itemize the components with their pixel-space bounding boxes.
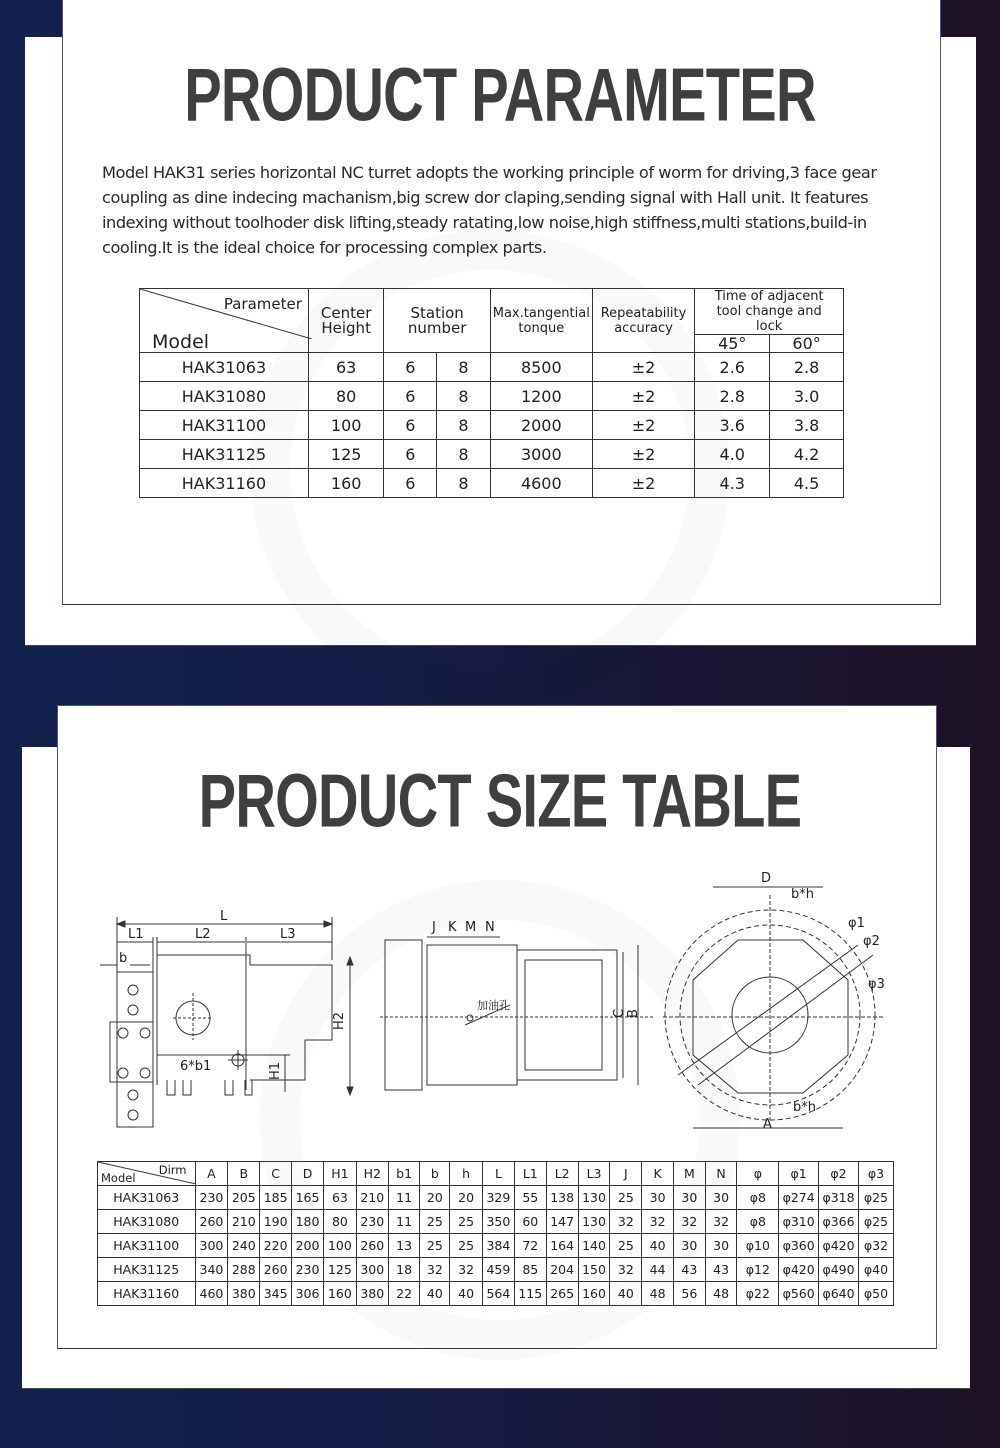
- svg-text:b*h: b*h: [793, 1100, 816, 1115]
- table-row: [140, 440, 844, 469]
- cell-value: 210: [228, 1210, 260, 1234]
- cell-torque: 8500: [490, 353, 592, 382]
- cell-value: 30: [673, 1186, 705, 1210]
- cell-value: 30: [673, 1234, 705, 1258]
- col-header: L1: [514, 1162, 546, 1186]
- cell-value: φ560: [779, 1282, 819, 1306]
- svg-text:φ2: φ2: [863, 934, 880, 949]
- cell-value: φ310: [779, 1210, 819, 1234]
- col-header: L3: [578, 1162, 610, 1186]
- cell-repeatability: ±2: [592, 440, 695, 469]
- cell-value: 20: [420, 1186, 450, 1210]
- cell-value: 30: [705, 1186, 737, 1210]
- cell-time-45: 3.6: [695, 411, 770, 440]
- cell-value: φ490: [819, 1258, 859, 1282]
- svg-text:b: b: [119, 951, 128, 966]
- cell-station-6: 6: [384, 411, 437, 440]
- cell-station-8: 8: [437, 440, 491, 469]
- table-row: [98, 1210, 894, 1234]
- header-time-change: Time of adjacent tool change and lock: [695, 289, 844, 335]
- cell-value: 200: [292, 1234, 324, 1258]
- col-header: φ: [737, 1162, 779, 1186]
- cell-value: φ366: [819, 1210, 859, 1234]
- cell-station-8: 8: [437, 469, 491, 498]
- cell-value: 230: [195, 1186, 228, 1210]
- cell-value: 32: [673, 1210, 705, 1234]
- cell-value: 11: [388, 1210, 420, 1234]
- cell-value: φ25: [858, 1186, 893, 1210]
- cell-value: 160: [323, 1282, 356, 1306]
- cell-value: 345: [260, 1282, 292, 1306]
- cell-value: φ12: [737, 1258, 779, 1282]
- cell-value: 30: [705, 1234, 737, 1258]
- svg-text:C: C: [612, 1008, 627, 1018]
- cell-value: 32: [450, 1258, 483, 1282]
- cell-station-6: 6: [384, 469, 437, 498]
- cell-value: 44: [642, 1258, 674, 1282]
- cell-value: 80: [323, 1210, 356, 1234]
- header-max-torque: Max.tangential tonque: [490, 289, 592, 353]
- cell-model: HAK31125: [140, 440, 309, 469]
- cell-value: 72: [514, 1234, 546, 1258]
- cell-time-60: 3.0: [770, 382, 844, 411]
- size-header-row: [98, 1162, 894, 1186]
- cell-repeatability: ±2: [592, 382, 695, 411]
- cell-value: 25: [420, 1234, 450, 1258]
- cell-model: HAK31080: [140, 382, 309, 411]
- svg-text:L3: L3: [280, 927, 296, 942]
- header-dirm-label: Dirm: [158, 1163, 187, 1177]
- size-title: PRODUCT SIZE TABLE: [198, 759, 802, 844]
- col-header: φ2: [819, 1162, 859, 1186]
- cell-value: 165: [292, 1186, 324, 1210]
- cell-value: 460: [195, 1282, 228, 1306]
- cell-value: φ8: [737, 1186, 779, 1210]
- col-header: A: [195, 1162, 228, 1186]
- cell-value: 48: [642, 1282, 674, 1306]
- cell-value: 180: [292, 1210, 324, 1234]
- top-view-drawing: [658, 865, 908, 1140]
- cell-value: 100: [323, 1234, 356, 1258]
- cell-center-height: 160: [308, 469, 384, 498]
- cell-value: 130: [578, 1210, 610, 1234]
- cell-value: φ22: [737, 1282, 779, 1306]
- cell-value: 40: [610, 1282, 642, 1306]
- cell-value: φ640: [819, 1282, 859, 1306]
- cell-value: 130: [578, 1186, 610, 1210]
- header-station-number: Station number: [384, 289, 490, 353]
- cell-value: φ420: [819, 1234, 859, 1258]
- cell-value: 18: [388, 1258, 420, 1282]
- table-row: [98, 1258, 894, 1282]
- cell-value: 48: [705, 1282, 737, 1306]
- cell-value: 380: [228, 1282, 260, 1306]
- cell-value: 288: [228, 1258, 260, 1282]
- cell-value: 230: [292, 1258, 324, 1282]
- cell-repeatability: ±2: [592, 353, 695, 382]
- cell-value: 210: [356, 1186, 388, 1210]
- col-header: φ1: [779, 1162, 819, 1186]
- svg-text:b*h: b*h: [791, 887, 814, 902]
- cell-value: 140: [578, 1234, 610, 1258]
- size-table: [97, 1161, 894, 1306]
- cell-value: 63: [323, 1186, 356, 1210]
- front-view-drawing: [380, 915, 655, 1095]
- table-row: [98, 1282, 894, 1306]
- cell-repeatability: ±2: [592, 411, 695, 440]
- cell-value: 25: [450, 1234, 483, 1258]
- cell-station-6: 6: [384, 440, 437, 469]
- col-header: H1: [323, 1162, 356, 1186]
- col-header: L: [482, 1162, 514, 1186]
- parameter-header-row: [140, 289, 844, 335]
- cell-value: 150: [578, 1258, 610, 1282]
- cell-value: 125: [323, 1258, 356, 1282]
- cell-value: 11: [388, 1186, 420, 1210]
- header-angle-45: 45°: [695, 335, 770, 353]
- cell-station-8: 8: [437, 382, 491, 411]
- cell-torque: 4600: [490, 469, 592, 498]
- cell-time-60: 2.8: [770, 353, 844, 382]
- cell-value: φ50: [858, 1282, 893, 1306]
- cell-value: 25: [420, 1210, 450, 1234]
- cell-model: HAK31063: [140, 353, 309, 382]
- cell-value: φ318: [819, 1186, 859, 1210]
- cell-value: 32: [705, 1210, 737, 1234]
- cell-station-6: 6: [384, 353, 437, 382]
- col-header: b: [420, 1162, 450, 1186]
- col-header: h: [450, 1162, 483, 1186]
- parameter-table: [139, 288, 844, 498]
- cell-value: 25: [450, 1210, 483, 1234]
- parameter-title: PRODUCT PARAMETER: [184, 53, 816, 138]
- svg-text:L2: L2: [195, 927, 211, 942]
- cell-repeatability: ±2: [592, 469, 695, 498]
- cell-value: 32: [610, 1210, 642, 1234]
- cell-center-height: 125: [308, 440, 384, 469]
- cell-value: φ32: [858, 1234, 893, 1258]
- cell-value: 25: [610, 1234, 642, 1258]
- cell-station-8: 8: [437, 353, 491, 382]
- cell-center-height: 100: [308, 411, 384, 440]
- col-header: H2: [356, 1162, 388, 1186]
- product-description: Model HAK31 series horizontal NC turret adopts the working principle of worm for driving,3 face gear coupling as dine indecing machanism,big screw dor claping,sending signal with Hall unit. It features indexing without toolhoder disk lifting,steady ratating,low noise,high stiffness,multi stations,build-in cooling.It is the ideal choice for processing complex parts.: [102, 163, 877, 257]
- svg-text:D: D: [761, 871, 772, 886]
- header-model-label: Model: [101, 1171, 136, 1185]
- header-model-label: Model: [152, 331, 210, 353]
- cell-model: HAK31100: [140, 411, 309, 440]
- cell-value: 138: [546, 1186, 578, 1210]
- svg-text:φ3: φ3: [868, 977, 885, 992]
- cell-value: 32: [610, 1258, 642, 1282]
- svg-text:H1: H1: [268, 1061, 283, 1080]
- svg-text:6*b1: 6*b1: [180, 1059, 212, 1074]
- cell-center-height: 80: [308, 382, 384, 411]
- cell-value: φ40: [858, 1258, 893, 1282]
- cell-model: HAK31100: [98, 1234, 196, 1258]
- svg-text:H2: H2: [332, 1011, 347, 1030]
- cell-value: 190: [260, 1210, 292, 1234]
- svg-text:J: J: [432, 920, 436, 935]
- col-header: K: [642, 1162, 674, 1186]
- cell-value: 55: [514, 1186, 546, 1210]
- cell-value: 30: [642, 1186, 674, 1210]
- table-row: [140, 469, 844, 498]
- header-center-height: Center Height: [308, 289, 384, 353]
- cell-torque: 1200: [490, 382, 592, 411]
- cell-value: 60: [514, 1210, 546, 1234]
- cell-torque: 2000: [490, 411, 592, 440]
- cell-value: φ8: [737, 1210, 779, 1234]
- cell-value: 32: [642, 1210, 674, 1234]
- svg-text:L1: L1: [128, 927, 144, 942]
- cell-value: 230: [356, 1210, 388, 1234]
- cell-value: 160: [578, 1282, 610, 1306]
- cell-value: 20: [450, 1186, 483, 1210]
- cell-value: 185: [260, 1186, 292, 1210]
- cell-value: 265: [546, 1282, 578, 1306]
- cell-value: φ274: [779, 1186, 819, 1210]
- cell-time-60: 3.8: [770, 411, 844, 440]
- cell-value: 32: [420, 1258, 450, 1282]
- cell-value: 240: [228, 1234, 260, 1258]
- cell-time-60: 4.5: [770, 469, 844, 498]
- cell-value: 43: [673, 1258, 705, 1282]
- table-row: [98, 1234, 894, 1258]
- cell-value: 40: [450, 1282, 483, 1306]
- cell-value: φ25: [858, 1210, 893, 1234]
- cell-value: 260: [195, 1210, 228, 1234]
- cell-value: 164: [546, 1234, 578, 1258]
- cell-value: 85: [514, 1258, 546, 1282]
- col-header: C: [260, 1162, 292, 1186]
- cell-time-45: 2.6: [695, 353, 770, 382]
- cell-time-45: 2.8: [695, 382, 770, 411]
- cell-value: 220: [260, 1234, 292, 1258]
- cell-torque: 3000: [490, 440, 592, 469]
- table-row: [140, 382, 844, 411]
- col-header: b1: [388, 1162, 420, 1186]
- col-header: L2: [546, 1162, 578, 1186]
- svg-text:加油孔: 加油孔: [477, 999, 510, 1012]
- cell-value: 115: [514, 1282, 546, 1306]
- svg-text:M: M: [465, 920, 477, 935]
- cell-center-height: 63: [308, 353, 384, 382]
- cell-model: HAK31063: [98, 1186, 196, 1210]
- table-row: [140, 411, 844, 440]
- cell-value: 300: [195, 1234, 228, 1258]
- svg-text:N: N: [485, 920, 495, 935]
- cell-value: 40: [642, 1234, 674, 1258]
- cell-value: 147: [546, 1210, 578, 1234]
- cell-value: 56: [673, 1282, 705, 1306]
- cell-model: HAK31160: [140, 469, 309, 498]
- svg-text:K: K: [448, 920, 457, 935]
- cell-model: HAK31125: [98, 1258, 196, 1282]
- cell-value: 300: [356, 1258, 388, 1282]
- cell-model: HAK31160: [98, 1282, 196, 1306]
- svg-text:L: L: [220, 909, 228, 924]
- cell-value: 260: [260, 1258, 292, 1282]
- cell-value: 260: [356, 1234, 388, 1258]
- cell-value: 22: [388, 1282, 420, 1306]
- cell-value: 329: [482, 1186, 514, 1210]
- col-header: N: [705, 1162, 737, 1186]
- col-header: D: [292, 1162, 324, 1186]
- table-row: [98, 1186, 894, 1210]
- cell-value: 564: [482, 1282, 514, 1306]
- col-header: φ3: [858, 1162, 893, 1186]
- cell-value: 204: [546, 1258, 578, 1282]
- col-header: M: [673, 1162, 705, 1186]
- header-parameter-label: Parameter: [223, 295, 302, 313]
- cell-station-8: 8: [437, 411, 491, 440]
- cell-time-45: 4.3: [695, 469, 770, 498]
- cell-value: 43: [705, 1258, 737, 1282]
- cell-value: 25: [610, 1186, 642, 1210]
- cell-value: 13: [388, 1234, 420, 1258]
- cell-value: 380: [356, 1282, 388, 1306]
- svg-text:B: B: [626, 1009, 641, 1018]
- cell-value: φ10: [737, 1234, 779, 1258]
- cell-value: 340: [195, 1258, 228, 1282]
- cell-value: 350: [482, 1210, 514, 1234]
- header-corner-cell: [140, 289, 309, 353]
- col-header: J: [610, 1162, 642, 1186]
- table-row: [140, 353, 844, 382]
- header-angle-60: 60°: [770, 335, 844, 353]
- cell-time-45: 4.0: [695, 440, 770, 469]
- cell-model: HAK31080: [98, 1210, 196, 1234]
- svg-text:φ1: φ1: [848, 916, 865, 931]
- svg-text:A: A: [763, 1117, 772, 1132]
- cell-value: 306: [292, 1282, 324, 1306]
- cell-value: φ420: [779, 1258, 819, 1282]
- side-view-drawing: [95, 905, 365, 1130]
- col-header: B: [228, 1162, 260, 1186]
- size-corner-cell: [98, 1162, 196, 1186]
- cell-value: φ360: [779, 1234, 819, 1258]
- cell-value: 205: [228, 1186, 260, 1210]
- header-repeatability: Repeatability accuracy: [592, 289, 695, 353]
- cell-value: 384: [482, 1234, 514, 1258]
- cell-time-60: 4.2: [770, 440, 844, 469]
- cell-station-6: 6: [384, 382, 437, 411]
- cell-value: 40: [420, 1282, 450, 1306]
- cell-value: 459: [482, 1258, 514, 1282]
